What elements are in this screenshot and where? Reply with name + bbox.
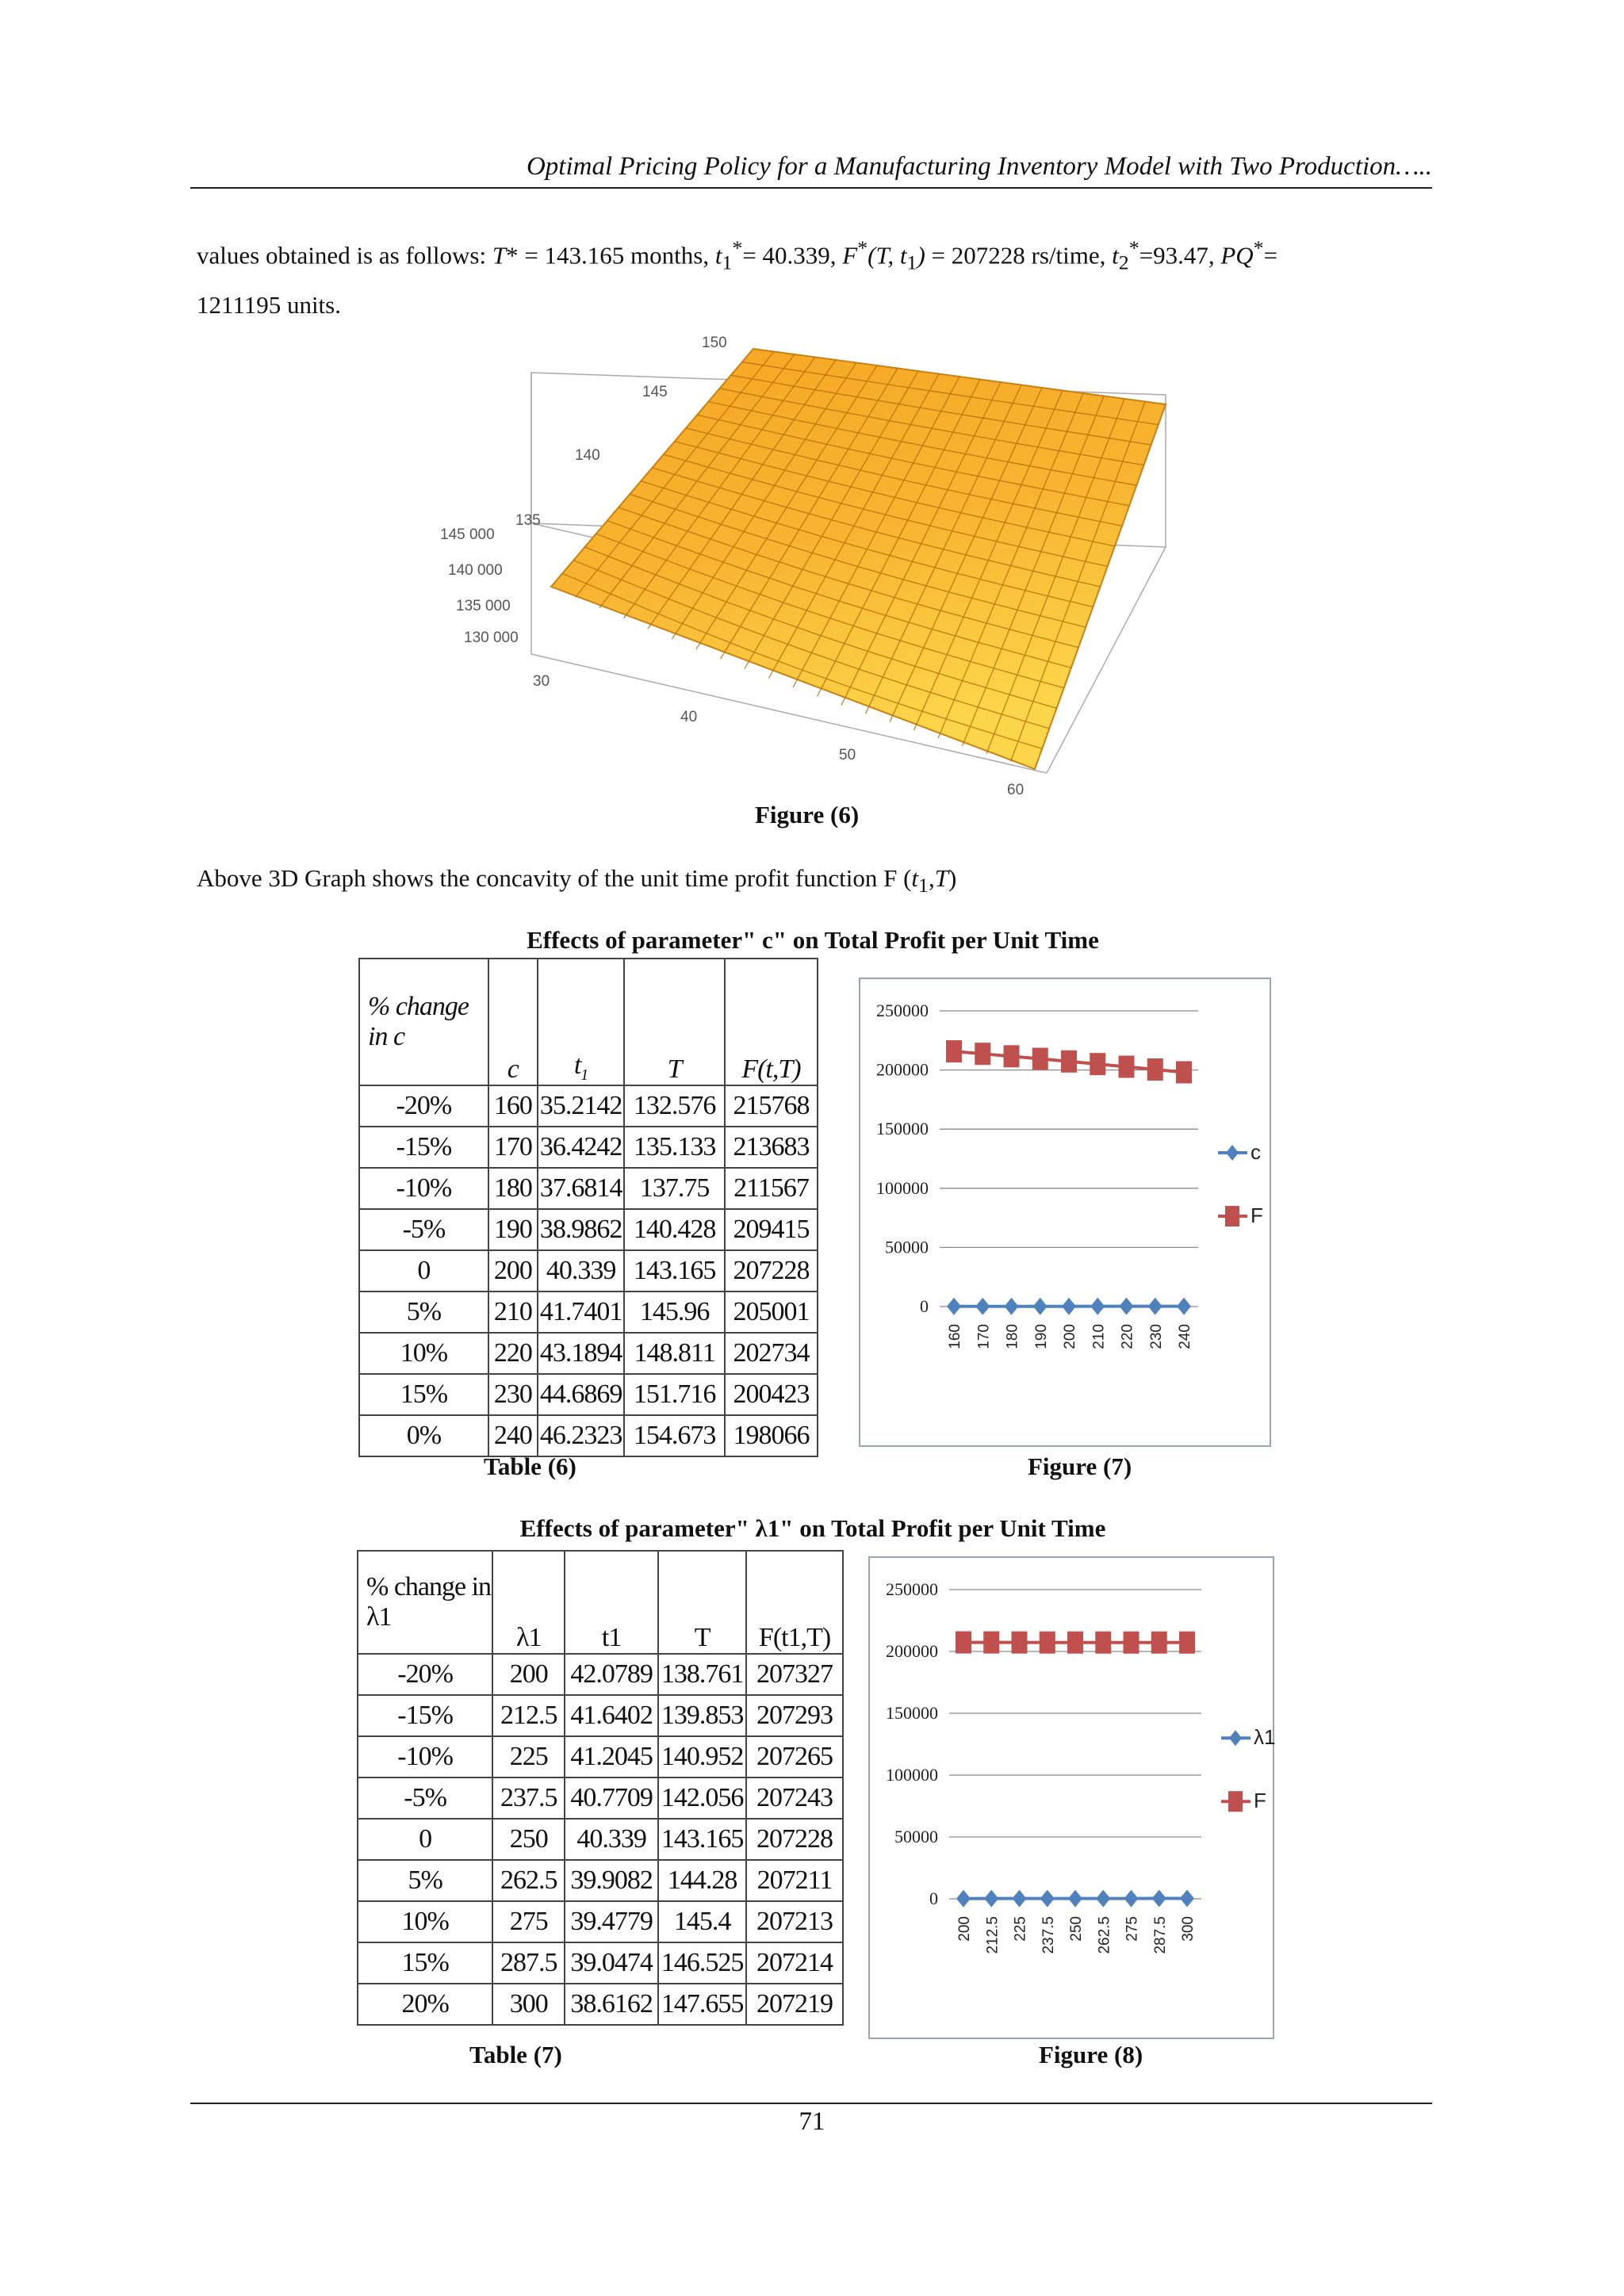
x-tick-label: 250: [1068, 1916, 1085, 1942]
table-cell: -10%: [358, 1736, 492, 1777]
table-row: [358, 1942, 843, 1984]
legend-label: F: [1251, 1203, 1263, 1228]
table-cell: 20%: [358, 1984, 492, 2025]
table-row: [358, 1819, 843, 1860]
section-title-c: Effects of parameter" c" on Total Profit per Unit Time: [527, 926, 1099, 954]
legend-label: c: [1251, 1140, 1261, 1165]
x-tick-label: 170: [975, 1324, 993, 1349]
data-point: [984, 1890, 998, 1908]
table-cell: 207228: [746, 1819, 843, 1860]
table-cell: 37.6814: [538, 1168, 624, 1209]
T-symbol: T: [492, 241, 507, 270]
data-point: [1067, 1632, 1083, 1654]
data-point: [1177, 1298, 1191, 1315]
table-row: [359, 1415, 818, 1456]
table-6-wrap: [358, 958, 818, 1457]
data-point: [1151, 1632, 1167, 1654]
figure-7-chart: [859, 978, 1271, 1447]
table-cell: 213683: [725, 1127, 818, 1168]
table-row: [358, 1901, 843, 1942]
footer-rule: [190, 2103, 1432, 2104]
table-header: T: [624, 959, 725, 1085]
intro-text: 1211195 units.: [197, 290, 341, 319]
table-cell: 275: [492, 1901, 565, 1942]
table-cell: 5%: [359, 1292, 488, 1333]
figure-7-svg: [860, 979, 1270, 1445]
y-tick-label: 250000: [886, 1579, 938, 1599]
t2-sup: *: [1128, 236, 1139, 259]
table-cell: 0: [358, 1819, 492, 1860]
table-cell: 139.853: [658, 1695, 746, 1736]
data-point: [1040, 1632, 1055, 1654]
table-cell: 198066: [725, 1415, 818, 1456]
x-tick-label: 190: [1032, 1324, 1050, 1349]
data-point: [1012, 1632, 1028, 1654]
table-cell: 220: [488, 1333, 538, 1374]
legend-label: F: [1254, 1789, 1266, 1813]
y-tick: 135 000: [456, 598, 511, 614]
y-tick-label: 200000: [886, 1641, 938, 1661]
t1-sub: 1: [722, 251, 733, 274]
y-tick-label: 150000: [876, 1119, 929, 1139]
y-tick-label: 50000: [894, 1827, 938, 1846]
data-point: [1095, 1632, 1111, 1654]
intro-text: ,: [703, 241, 715, 270]
table-cell: 5%: [358, 1860, 492, 1901]
table-cell: 132.576: [624, 1085, 725, 1127]
table-cell: 211567: [725, 1168, 818, 1209]
table-cell: 250: [492, 1819, 565, 1860]
table-cell: 207211: [746, 1860, 843, 1901]
data-point: [1062, 1298, 1076, 1315]
table-header: % change in λ1: [358, 1551, 492, 1654]
table-cell: 138.761: [658, 1654, 746, 1695]
table-cell: 154.673: [624, 1415, 725, 1456]
y-tick-label: 100000: [876, 1177, 929, 1198]
table-cell: 212.5: [492, 1695, 565, 1736]
table-cell: 10%: [359, 1333, 488, 1374]
comma: ,: [928, 864, 935, 892]
close-paren: ): [948, 864, 957, 892]
intro-text: =: [1263, 241, 1278, 270]
z-tick: 140: [575, 447, 600, 464]
data-point: [975, 1298, 990, 1315]
t-sub: 1: [918, 874, 929, 897]
table-cell: 160: [488, 1085, 538, 1127]
table-header: % change in c: [359, 959, 488, 1085]
F-symbol: F: [842, 241, 858, 270]
table-row: [359, 1333, 818, 1374]
data-point: [956, 1890, 971, 1908]
table-cell: 44.6869: [538, 1374, 624, 1415]
data-point: [1179, 1632, 1195, 1654]
table-row: [358, 1777, 843, 1819]
data-point: [983, 1632, 999, 1654]
data-point: [1005, 1298, 1019, 1315]
t2-sub: 2: [1118, 251, 1129, 274]
data-point: [1148, 1298, 1162, 1315]
x-tick-label: 160: [947, 1324, 963, 1349]
F-args-sub: 1: [906, 251, 917, 274]
table-cell: 207293: [746, 1695, 843, 1736]
table-cell: -15%: [359, 1127, 488, 1168]
data-point: [1096, 1890, 1110, 1908]
x-tick: 60: [1007, 782, 1025, 798]
data-point: [975, 1043, 990, 1065]
table-cell: 207228: [725, 1250, 818, 1292]
x-tick-label: 220: [1119, 1324, 1136, 1349]
table-cell: 137.75: [624, 1168, 725, 1209]
data-point: [1004, 1045, 1020, 1067]
F-sup: *: [857, 236, 868, 259]
intro-text: =93.47,: [1139, 241, 1221, 270]
table-cell: 262.5: [492, 1860, 565, 1901]
table-cell: 143.165: [658, 1819, 746, 1860]
t-header: t: [573, 1050, 581, 1081]
table-7-caption: Table (7): [469, 2041, 562, 2068]
intro-text: * = 143.165 months: [506, 241, 703, 270]
table-6: [358, 958, 818, 1457]
table-cell: 40.339: [565, 1819, 658, 1860]
table-cell: 190: [488, 1209, 538, 1250]
table-7: [357, 1550, 844, 2026]
legend-marker: [1229, 1730, 1242, 1746]
table-cell: 0%: [359, 1415, 488, 1456]
table-row: [359, 1209, 818, 1250]
figure-8-chart: [868, 1556, 1274, 2039]
table-header: F(t1,T): [746, 1551, 843, 1654]
y-tick-label: 250000: [876, 1001, 929, 1020]
table-row: [358, 1984, 843, 2025]
y-tick-label: 100000: [886, 1765, 938, 1785]
table-cell: 42.0789: [565, 1654, 658, 1695]
page-number: 71: [799, 2107, 825, 2136]
table-cell: 207243: [746, 1777, 843, 1819]
data-point: [1176, 1061, 1192, 1083]
intro-text: values obtained is as follows:: [197, 241, 492, 270]
table-cell: 207327: [746, 1654, 843, 1695]
table-cell: 135.133: [624, 1127, 725, 1168]
x-tick-label: 180: [1004, 1324, 1021, 1349]
table-cell: 146.525: [658, 1942, 746, 1984]
table-row: [358, 1736, 843, 1777]
table-cell: 200: [492, 1654, 565, 1695]
table-cell: 40.339: [538, 1250, 624, 1292]
data-point: [1032, 1048, 1048, 1070]
t1-symbol: t: [714, 241, 722, 270]
table-cell: 15%: [358, 1942, 492, 1984]
table-cell: 140.428: [624, 1209, 725, 1250]
table-cell: 237.5: [492, 1777, 565, 1819]
table-header: $t_1$: [538, 959, 624, 1085]
intro-paragraph: [197, 227, 1432, 326]
table-cell: 43.1894: [538, 1333, 624, 1374]
intro-text: = 207228 rs/time,: [925, 241, 1113, 270]
table-cell: 207213: [746, 1901, 843, 1942]
table-header: λ1: [492, 1551, 565, 1654]
x-tick: 30: [533, 673, 550, 690]
data-point: [1013, 1890, 1027, 1908]
data-point: [1180, 1890, 1194, 1908]
x-tick-label: 210: [1090, 1324, 1108, 1349]
data-point: [1152, 1890, 1166, 1908]
figure-8-caption: Figure (8): [1039, 2041, 1143, 2068]
y-tick-label: 50000: [885, 1237, 929, 1257]
table-row: [359, 1085, 818, 1127]
table-cell: 200: [488, 1250, 538, 1292]
table-cell: 0: [359, 1250, 488, 1292]
legend-marker: [1228, 1791, 1243, 1812]
data-point: [1090, 1053, 1105, 1075]
y-tick-label: 0: [929, 1888, 938, 1908]
data-point: [1147, 1058, 1163, 1081]
legend-marker: [1225, 1206, 1239, 1226]
F-args: (T, t: [868, 241, 907, 270]
data-point: [1033, 1298, 1048, 1315]
x-tick-label: 275: [1124, 1916, 1141, 1942]
x-tick-label: 262.5: [1096, 1916, 1113, 1954]
x-tick-label: 237.5: [1040, 1916, 1057, 1954]
t1-sup: *: [732, 236, 743, 259]
table-cell: 10%: [358, 1901, 492, 1942]
x-tick-label: 225: [1012, 1916, 1029, 1942]
table-cell: 144.28: [658, 1860, 746, 1901]
y-tick-label: 200000: [876, 1059, 929, 1080]
table-cell: 38.9862: [538, 1209, 624, 1250]
table-7-wrap: [357, 1550, 844, 2026]
y-tick: 145 000: [440, 526, 495, 543]
table-cell: -5%: [358, 1777, 492, 1819]
table-cell: 207265: [746, 1736, 843, 1777]
table-cell: 240: [488, 1415, 538, 1456]
table-cell: 225: [492, 1736, 565, 1777]
table-row: [359, 1292, 818, 1333]
table-cell: 46.2323: [538, 1415, 624, 1456]
data-point: [1124, 1632, 1139, 1654]
table-cell: 35.2142: [538, 1085, 624, 1127]
header-rule: [190, 187, 1432, 189]
table-cell: 36.4242: [538, 1127, 624, 1168]
legend-marker: [1226, 1145, 1239, 1161]
table-cell: 41.7401: [538, 1292, 624, 1333]
table-cell: 143.165: [624, 1250, 725, 1292]
table-cell: 41.2045: [565, 1736, 658, 1777]
data-point: [1120, 1298, 1134, 1315]
t-symbol: t: [911, 864, 919, 892]
table-cell: 41.6402: [565, 1695, 658, 1736]
data-point: [956, 1632, 971, 1654]
figure-7-caption: Figure (7): [1028, 1452, 1132, 1480]
x-tick-label: 287.5: [1151, 1916, 1169, 1954]
table-cell: 39.9082: [565, 1860, 658, 1901]
data-point: [1068, 1890, 1082, 1908]
PQ-symbol: PQ: [1220, 241, 1254, 270]
z-tick: 150: [702, 335, 727, 351]
table-cell: 202734: [725, 1333, 818, 1374]
table-cell: 39.0474: [565, 1942, 658, 1984]
table-cell: 15%: [359, 1374, 488, 1415]
table-cell: -20%: [359, 1085, 488, 1127]
F-args-end: ): [917, 241, 925, 270]
data-point: [1090, 1298, 1105, 1315]
data-point: [947, 1298, 961, 1315]
t2-symbol: t: [1112, 241, 1119, 270]
x-tick-label: 200: [956, 1916, 973, 1942]
table-row: [359, 1168, 818, 1209]
table-row: [358, 1860, 843, 1901]
table-header: T: [658, 1551, 746, 1654]
table-cell: 151.716: [624, 1374, 725, 1415]
y-tick: 130 000: [464, 629, 519, 646]
concavity-sentence: [197, 864, 956, 897]
concavity-text: Above 3D Graph shows the concavity of the unit time profit function F (: [197, 864, 912, 892]
PQ-sup: *: [1253, 236, 1264, 259]
running-title: Optimal Pricing Policy for a Manufacturing Inventory Model with Two Production…..: [526, 152, 1432, 181]
table-row: [358, 1654, 843, 1695]
table-cell: 39.4779: [565, 1901, 658, 1942]
table-cell: 205001: [725, 1292, 818, 1333]
table-header: c: [488, 959, 538, 1085]
table-row: [359, 1127, 818, 1168]
x-tick-label: 300: [1180, 1916, 1197, 1942]
table-cell: 209415: [725, 1209, 818, 1250]
table-cell: -10%: [359, 1168, 488, 1209]
table-cell: 145.4: [658, 1901, 746, 1942]
table-cell: 180: [488, 1168, 538, 1209]
table-header: t1: [565, 1551, 658, 1654]
table-cell: -20%: [358, 1654, 492, 1695]
intro-text: = 40.339,: [742, 241, 843, 270]
table-cell: 300: [492, 1984, 565, 2025]
x-tick-label: 200: [1062, 1324, 1078, 1349]
table-cell: 287.5: [492, 1942, 565, 1984]
x-tick-label: 212.5: [984, 1916, 1002, 1954]
data-point: [1061, 1050, 1077, 1073]
table-cell: 215768: [725, 1085, 818, 1127]
table-cell: 207214: [746, 1942, 843, 1984]
x-tick-label: 240: [1177, 1324, 1193, 1349]
table-cell: 147.655: [658, 1984, 746, 2025]
table-cell: 40.7709: [565, 1777, 658, 1819]
table-cell: -15%: [358, 1695, 492, 1736]
x-tick: 50: [839, 747, 856, 763]
table-cell: 145.96: [624, 1292, 725, 1333]
data-point: [1119, 1056, 1135, 1078]
table-cell: 38.6162: [565, 1984, 658, 2025]
figure-6-surface-plot: [428, 325, 1189, 809]
table-cell: 170: [488, 1127, 538, 1168]
y-tick-label: 150000: [886, 1703, 938, 1723]
table-cell: -5%: [359, 1209, 488, 1250]
x-tick: 40: [680, 709, 698, 725]
table-cell: 230: [488, 1374, 538, 1415]
section-title-lambda: Effects of parameter" λ1" on Total Profit per Unit Time: [519, 1514, 1106, 1542]
table-header: F(t,T): [725, 959, 818, 1085]
table-cell: 140.952: [658, 1736, 746, 1777]
T-symbol: T: [934, 864, 948, 892]
table-cell: 148.811: [624, 1333, 725, 1374]
table-row: [359, 1374, 818, 1415]
y-tick-label: 0: [920, 1296, 929, 1316]
table-cell: 142.056: [658, 1777, 746, 1819]
data-point: [946, 1040, 962, 1062]
table-6-caption: Table (6): [484, 1452, 576, 1480]
z-tick: 135: [515, 512, 541, 529]
table-row: [358, 1695, 843, 1736]
y-tick: 140 000: [448, 562, 503, 579]
data-point: [1040, 1890, 1055, 1908]
table-cell: 210: [488, 1292, 538, 1333]
table-cell: 200423: [725, 1374, 818, 1415]
data-point: [1124, 1890, 1139, 1908]
figure-6-caption: Figure (6): [755, 801, 860, 828]
z-tick: 145: [642, 384, 668, 400]
table-row: [359, 1250, 818, 1292]
table-cell: 207219: [746, 1984, 843, 2025]
legend-label: λ1: [1254, 1725, 1276, 1750]
x-tick-label: 230: [1147, 1324, 1165, 1349]
figure-8-svg: [870, 1558, 1276, 2038]
